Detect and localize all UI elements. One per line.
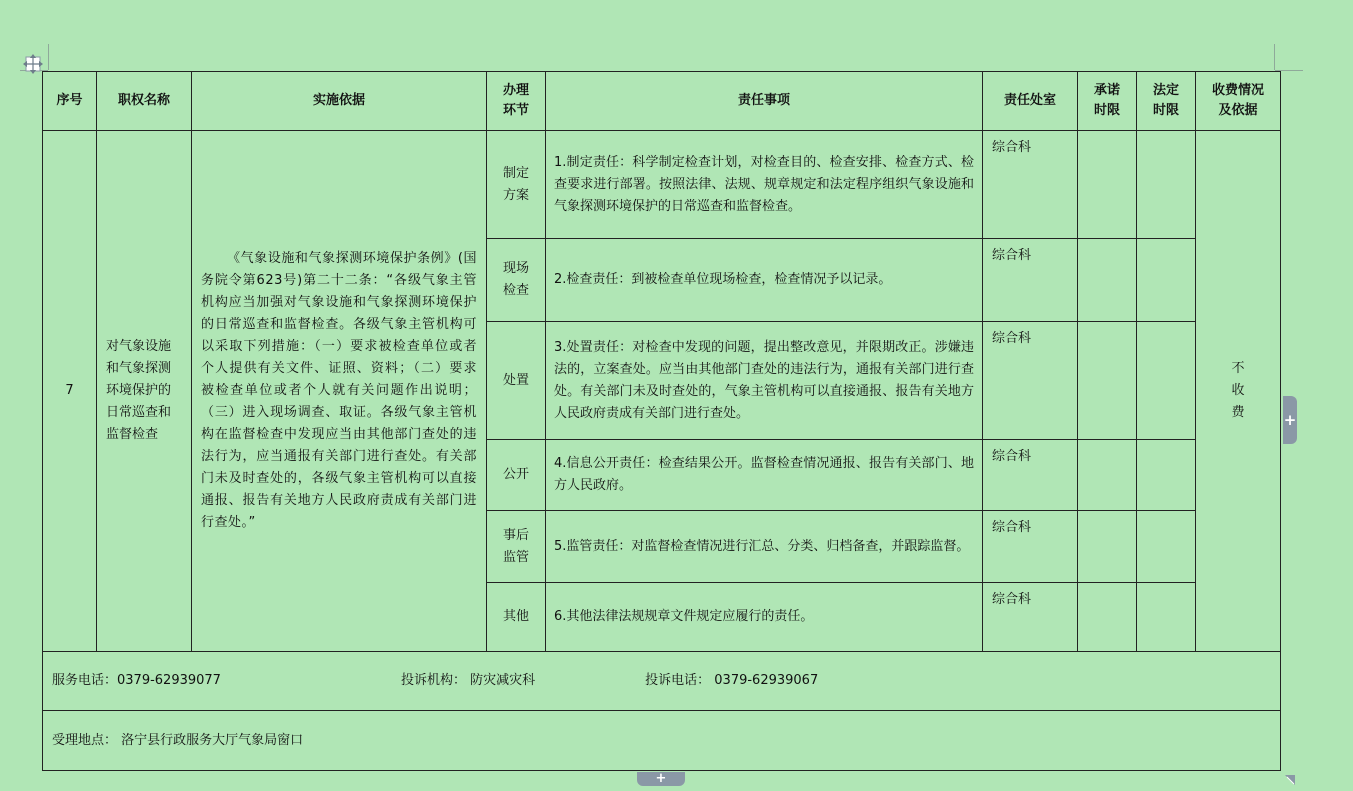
- complaint-phone: 0379-62939067: [714, 673, 819, 688]
- complaint-org-label: 投诉机构：: [400, 673, 466, 688]
- promise-time-cell: [1078, 511, 1137, 583]
- fee-l3: 费: [1231, 405, 1245, 420]
- header-row: [43, 72, 1281, 131]
- office-cell: 综合科: [983, 322, 1078, 440]
- fee-l2: 收: [1231, 383, 1245, 398]
- legal-time-cell: [1137, 440, 1196, 511]
- power-name-cell: 对气象设施和气象探测环境保护的日常巡查和监督检查: [97, 131, 192, 652]
- stage-l1: 现场: [502, 261, 529, 276]
- stage-cell: 其他: [487, 583, 546, 652]
- office-cell: 综合科: [983, 131, 1078, 239]
- header-legal-time: [1137, 72, 1196, 131]
- header-seq: 序号: [43, 72, 97, 131]
- office-cell: 综合科: [983, 239, 1078, 322]
- footer-address-row: [43, 711, 1281, 771]
- responsibility-table: [42, 71, 1281, 771]
- legal-time-cell: [1137, 511, 1196, 583]
- office-cell: 综合科: [983, 583, 1078, 652]
- header-stage: [487, 72, 546, 131]
- fee-cell: [1196, 131, 1281, 652]
- table-resize-handle-icon[interactable]: [1283, 772, 1297, 786]
- header-power-name: 职权名称: [97, 72, 192, 131]
- duty-cell: 2.检查责任：到被检查单位现场检查，检查情况予以记录。: [546, 239, 983, 322]
- header-stage-l2: 环节: [502, 103, 529, 118]
- stage-l2: 方案: [502, 187, 529, 203]
- header-fee-l1: 收费情况: [1211, 83, 1264, 98]
- table-move-handle-icon[interactable]: [22, 53, 44, 75]
- stage-cell: 处置: [487, 322, 546, 440]
- office-cell: 综合科: [983, 440, 1078, 511]
- promise-time-cell: [1078, 440, 1137, 511]
- fee-l1: 不: [1231, 361, 1245, 376]
- header-promise-l1: 承诺: [1093, 83, 1120, 98]
- header-fee: [1196, 72, 1281, 131]
- duty-cell: 5.监管责任：对监督检查情况进行汇总、分类、归档备查，并跟踪监督。: [546, 511, 983, 583]
- duty-cell: 3.处置责任：对检查中发现的问题，提出整改意见，并限期改正。涉嫌违法的，立案查处。应当由其他部门查处的违法行为，通报有关部门进行查处。有关部门未及时查处的，气象主管机构可以直接通报、报告有关地方人民政府责成有关部门进行查处。: [546, 322, 983, 440]
- duty-cell: 1.制定责任：科学制定检查计划，对检查目的、检查安排、检查方式、检查要求进行部署。按照法律、法规、规章规定和法定程序组织气象设施和气象探测环境保护的日常巡查和监督检查。: [546, 131, 983, 239]
- header-promise-l2: 时限: [1093, 103, 1120, 118]
- promise-time-cell: [1078, 583, 1137, 652]
- seq-cell: 7: [43, 131, 97, 652]
- stage-l1: 事后: [502, 527, 529, 543]
- header-basis: 实施依据: [192, 72, 487, 131]
- duty-cell: 4.信息公开责任：检查结果公开。监督检查情况通报、报告有关部门、地方人民政府。: [546, 440, 983, 511]
- duty-cell: 6.其他法律法规规章文件规定应履行的责任。: [546, 583, 983, 652]
- header-fee-l2: 及依据: [1218, 103, 1258, 118]
- complaint-phone-label: 投诉电话：: [645, 673, 711, 688]
- header-legal-l1: 法定: [1152, 83, 1179, 98]
- office-cell: 综合科: [983, 511, 1078, 583]
- stage-l2: 监管: [502, 549, 529, 565]
- add-row-button[interactable]: +: [637, 772, 685, 786]
- legal-time-cell: [1137, 239, 1196, 322]
- promise-time-cell: [1078, 322, 1137, 440]
- address: 洛宁县行政服务大厅气象局窗口: [121, 732, 304, 748]
- add-column-button[interactable]: +: [1283, 396, 1297, 444]
- header-office: 责任处室: [983, 72, 1078, 131]
- header-stage-l1: 办理: [502, 83, 529, 98]
- complaint-org: 防灾减灾科: [470, 673, 536, 688]
- promise-time-cell: [1078, 239, 1137, 322]
- footer-address-cell: [43, 711, 1281, 771]
- table-row: [43, 131, 1281, 239]
- stage-cell: [487, 131, 546, 239]
- stage-cell: [487, 511, 546, 583]
- footer-contact-row: [43, 652, 1281, 711]
- legal-time-cell: [1137, 583, 1196, 652]
- address-label: 受理地点：: [52, 732, 118, 748]
- legal-time-cell: [1137, 131, 1196, 239]
- basis-cell: 《气象设施和气象探测环境保护条例》(国务院令第623号)第二十二条：“各级气象主管机构应当加强对气象设施和气象探测环境保护的日常巡查和监督检查。各级气象主管机构可以采取下列措施：（一）要求被检查单位或者个人提供有关文件、证照、资料；（二）要求被检查单位或者个人就有关问题作出说明；（三）进入现场调查、取证。各级气象主管机构在监督检查中发现应当由其他部门查处的违法行为，应当通报有关部门进行查处。有关部门未及时查处的，各级气象主管机构可以直接通报、报告有关地方人民政府责成有关部门进行查处。”: [192, 131, 487, 652]
- legal-time-cell: [1137, 322, 1196, 440]
- service-phone: 服务电话：0379-62939077: [52, 673, 221, 688]
- footer-contact-cell: [43, 652, 1281, 711]
- stage-cell: 公开: [487, 440, 546, 511]
- stage-cell: [487, 239, 546, 322]
- stage-l1: 制定: [502, 165, 529, 181]
- header-legal-l2: 时限: [1152, 103, 1179, 118]
- promise-time-cell: [1078, 131, 1137, 239]
- header-promise-time: [1078, 72, 1137, 131]
- header-duty: 责任事项: [546, 72, 983, 131]
- stage-l2: 检查: [502, 283, 529, 298]
